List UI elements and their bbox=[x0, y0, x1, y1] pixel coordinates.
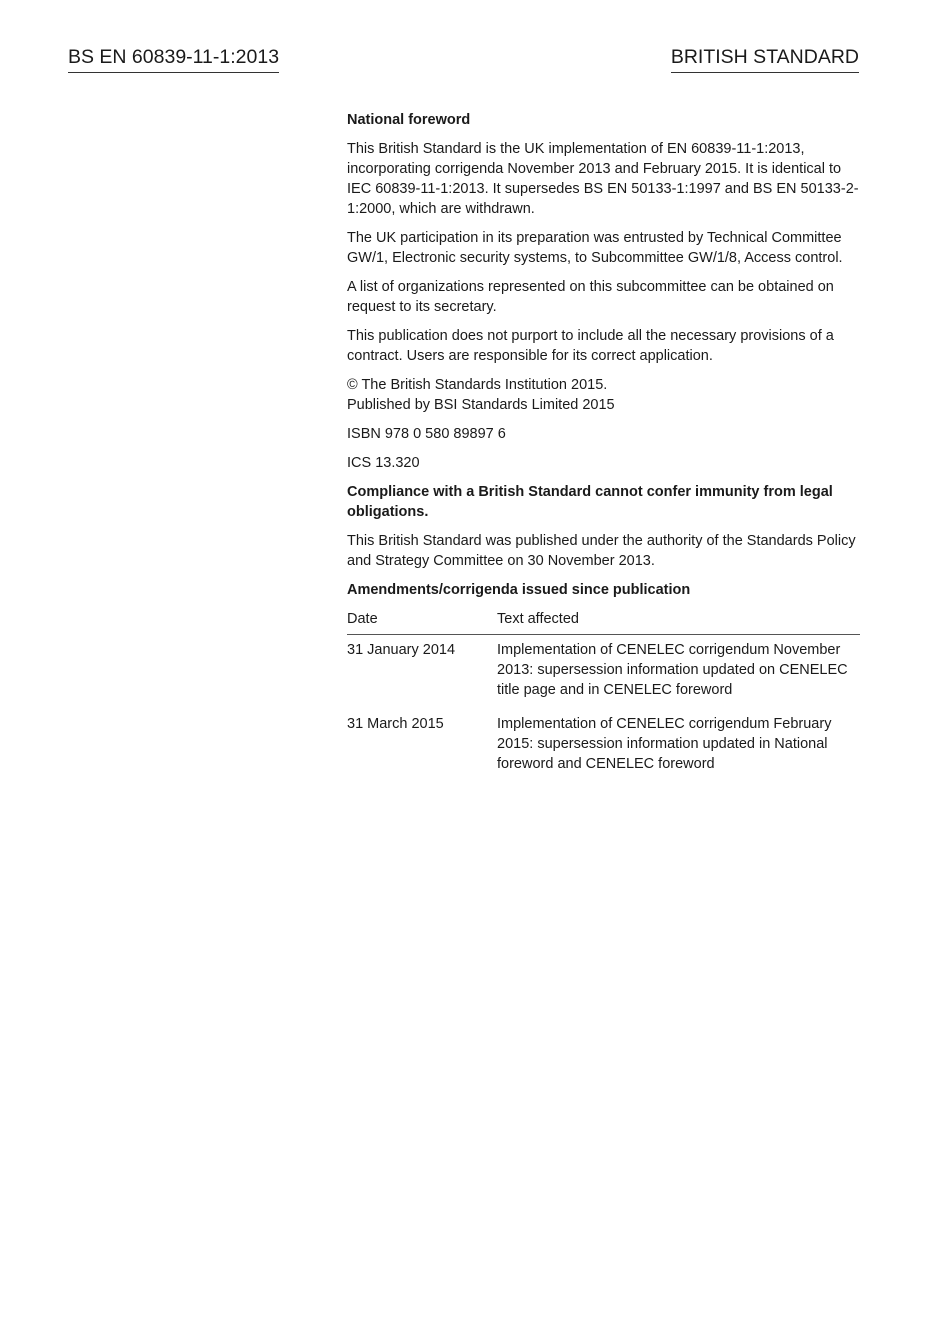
amendments-table bbox=[347, 609, 860, 783]
amendment-date: 31 March 2015 bbox=[347, 716, 444, 732]
ics: ICS 13.320 bbox=[347, 455, 420, 471]
national-foreword-section bbox=[347, 110, 860, 783]
foreword-paragraph-implementation: This British Standard is the UK implementation of EN 60839-11-1:2013, incorporating corrigenda November 2013 and February 2015. It is identical to IEC 60839-11-1:2013. It supersedes BS EN 50133-1:1997 and BS EN 50133-2-1:2000, which are withdrawn. bbox=[347, 141, 859, 217]
copyright-block bbox=[347, 375, 860, 415]
column-header-text-affected: Text affected bbox=[497, 609, 860, 635]
standard-type: BRITISH STANDARD bbox=[671, 44, 859, 73]
amendments-title: Amendments/corrigenda issued since publication bbox=[347, 582, 691, 598]
foreword-paragraph-participation: The UK participation in its preparation was entrusted by Technical Committee GW/1, Electronic security systems, to Subcommittee GW/1/8, Access control. bbox=[347, 230, 843, 266]
column-header-date: Date bbox=[347, 609, 497, 635]
isbn: ISBN 978 0 580 89897 6 bbox=[347, 426, 506, 442]
amendment-text: Implementation of CENELEC corrigendum November 2013: supersession information updated on CENELEC title page and in CENELEC foreword bbox=[497, 642, 848, 698]
standard-number: BS EN 60839-11-1:2013 bbox=[68, 44, 279, 73]
copyright-line: © The British Standards Institution 2015. bbox=[347, 377, 608, 393]
table-row bbox=[347, 635, 860, 710]
publisher-line: Published by BSI Standards Limited 2015 bbox=[347, 397, 615, 413]
table-row bbox=[347, 709, 860, 783]
foreword-paragraph-organizations: A list of organizations represented on this subcommittee can be obtained on request to its secretary. bbox=[347, 279, 834, 315]
amendment-date: 31 January 2014 bbox=[347, 642, 456, 658]
amendment-text: Implementation of CENELEC corrigendum February 2015: supersession information updated in National foreword and CENELEC foreword bbox=[497, 716, 832, 772]
foreword-paragraph-provisions: This publication does not purport to include all the necessary provisions of a contract. Users are responsible for its correct application. bbox=[347, 328, 834, 364]
amendments-header-row bbox=[347, 609, 860, 635]
foreword-title: National foreword bbox=[347, 112, 471, 128]
authority-statement: This British Standard was published under the authority of the Standards Policy and Strategy Committee on 30 November 2013. bbox=[347, 533, 856, 569]
compliance-notice: Compliance with a British Standard cannot confer immunity from legal obligations. bbox=[347, 484, 833, 520]
